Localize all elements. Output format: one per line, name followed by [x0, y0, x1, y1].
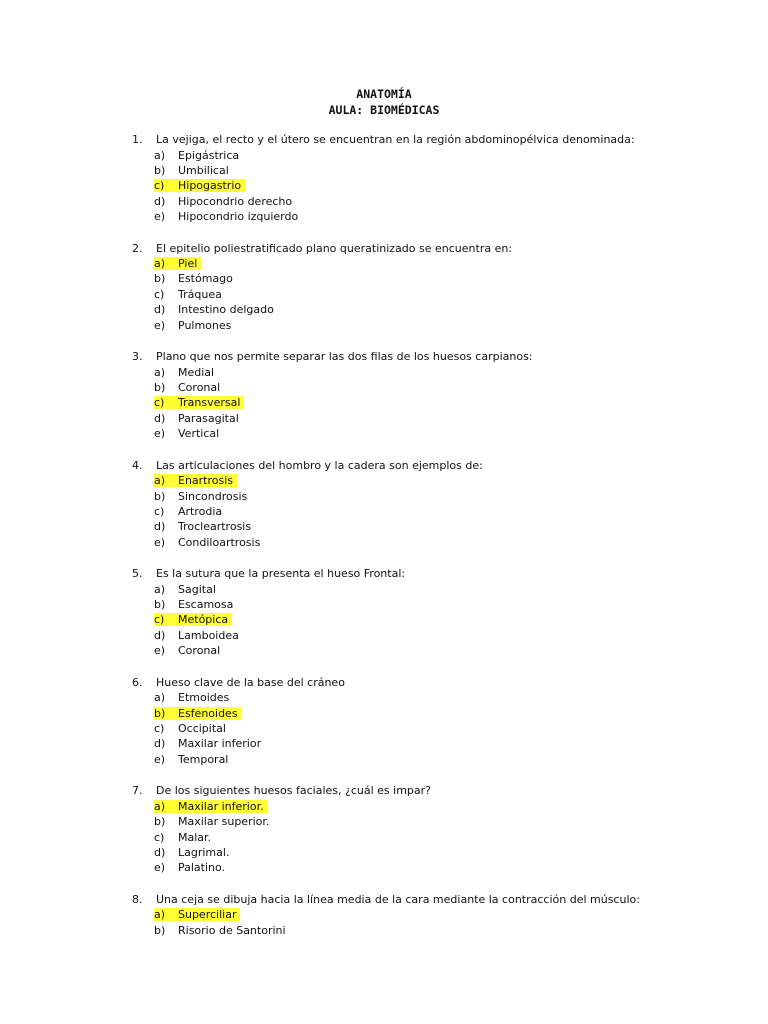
question-number: 1.: [132, 133, 143, 146]
answer-option: [132, 194, 732, 209]
answer-option: [132, 582, 732, 597]
option-letter: d): [154, 303, 166, 317]
answer-option: [132, 148, 732, 163]
question-text: De los siguientes huesos faciales, ¿cuál es impar?: [156, 784, 431, 798]
option-content: [154, 164, 229, 177]
highlighted-answer: [154, 396, 244, 409]
option-letter: d): [154, 628, 166, 642]
question-7: [132, 783, 732, 876]
option-content: [154, 288, 222, 301]
option-content: [154, 490, 247, 503]
option-letter: b): [154, 923, 166, 937]
option-letter: e): [154, 535, 166, 549]
option-letter: a): [154, 474, 166, 488]
option-letter: c): [154, 830, 165, 844]
option-text: Maxilar superior.: [178, 815, 270, 829]
option-letter: d): [154, 845, 166, 859]
question-line: [132, 132, 732, 148]
document-title: ANATOMÍA: [356, 87, 412, 101]
answer-option: [132, 535, 732, 550]
answer-option: [132, 178, 732, 193]
option-text: Maxilar inferior.: [178, 799, 264, 813]
option-text: Hipocondrio derecho: [178, 194, 293, 208]
answer-option: [132, 907, 732, 922]
option-content: [154, 924, 286, 937]
option-text: Condiloartrosis: [178, 535, 261, 549]
answer-option: [132, 318, 732, 333]
answer-option: [132, 365, 732, 380]
answer-option: [132, 380, 732, 395]
option-letter: a): [154, 691, 166, 705]
answer-option: [132, 287, 732, 302]
option-content: [154, 319, 231, 332]
option-text: Superciliar: [178, 908, 237, 922]
option-letter: c): [154, 504, 165, 518]
option-text: Enartrosis: [178, 474, 234, 488]
option-letter: b): [154, 272, 166, 286]
answer-option: [132, 690, 732, 705]
option-text: Artrodia: [178, 504, 223, 518]
option-content: [154, 753, 228, 766]
answer-option: [132, 845, 732, 860]
option-text: Temporal: [178, 752, 229, 766]
option-text: Medial: [178, 365, 215, 379]
option-letter: d): [154, 411, 166, 425]
option-text: Coronal: [178, 644, 221, 658]
option-letter: a): [154, 582, 166, 596]
option-content: [154, 195, 292, 208]
option-text: Hipogastrio: [178, 179, 242, 193]
option-letter: b): [154, 489, 166, 503]
answer-option: [132, 302, 732, 317]
answer-option: [132, 736, 732, 751]
answer-option: [132, 721, 732, 736]
question-text: La vejiga, el recto y el útero se encuentran en la región abdominopélvica denominada:: [156, 133, 635, 146]
option-text: Maxilar inferior: [178, 737, 262, 751]
highlighted-answer: [154, 800, 268, 813]
option-content: [154, 381, 220, 394]
option-letter: a): [154, 908, 166, 922]
question-line: [132, 566, 732, 582]
option-content: [154, 861, 225, 874]
answer-option: [132, 426, 732, 441]
question-2: [132, 241, 732, 334]
option-text: Pulmones: [178, 318, 232, 332]
option-text: Metópica: [178, 613, 229, 627]
option-letter: c): [154, 287, 165, 301]
answer-option: [132, 489, 732, 504]
question-number: 4.: [132, 458, 143, 472]
option-text: Intestino delgado: [178, 303, 274, 317]
option-text: Occipital: [178, 721, 226, 735]
answer-option: [132, 752, 732, 767]
question-8: [132, 892, 732, 938]
option-letter: e): [154, 427, 166, 441]
highlighted-answer: [154, 908, 240, 921]
option-letter: a): [154, 799, 166, 813]
answer-option: [132, 923, 732, 938]
option-text: Etmoides: [178, 691, 230, 705]
question-text: El epitelio poliestratificado plano queratinizado se encuentra en:: [156, 241, 513, 255]
option-letter: b): [154, 380, 166, 394]
option-letter: c): [154, 396, 165, 410]
answer-option: [132, 209, 732, 224]
option-letter: d): [154, 194, 166, 208]
option-letter: a): [154, 365, 166, 379]
question-line: [132, 675, 732, 691]
answer-option: [132, 628, 732, 643]
answer-option: [132, 271, 732, 286]
question-list: [132, 132, 732, 954]
option-letter: d): [154, 737, 166, 751]
answer-option: [132, 256, 732, 271]
option-content: [154, 366, 214, 379]
option-text: Tráquea: [178, 287, 222, 301]
question-5: [132, 566, 732, 659]
option-letter: a): [154, 148, 166, 162]
question-line: [132, 783, 732, 799]
option-content: [154, 412, 239, 425]
option-letter: c): [154, 721, 165, 735]
option-text: Parasagital: [178, 411, 239, 425]
answer-option: [132, 473, 732, 488]
option-letter: e): [154, 752, 166, 766]
option-text: Palatino.: [178, 861, 226, 875]
answer-option: [132, 411, 732, 426]
option-letter: c): [154, 613, 165, 627]
option-text: Trocleartrosis: [178, 520, 252, 534]
option-content: [154, 644, 220, 657]
question-line: [132, 458, 732, 474]
option-content: [154, 303, 274, 316]
question-number: 7.: [132, 784, 143, 798]
question-number: 3.: [132, 350, 143, 364]
question-number: 8.: [132, 892, 143, 906]
option-text: Risorio de Santorini: [178, 923, 286, 937]
answer-option: [132, 643, 732, 658]
option-content: [154, 691, 229, 704]
highlighted-answer: [154, 474, 237, 487]
option-text: Umbilical: [178, 163, 229, 177]
option-letter: b): [154, 163, 166, 177]
option-text: Epigástrica: [178, 148, 240, 162]
option-content: [154, 629, 239, 642]
option-content: [154, 536, 260, 549]
question-text: Hueso clave de la base del cráneo: [156, 675, 345, 689]
option-text: Vertical: [178, 427, 220, 441]
option-text: Esfenoides: [178, 706, 238, 720]
question-text: Es la sutura que la presenta el hueso Frontal:: [156, 567, 406, 581]
question-text: Plano que nos permite separar las dos filas de los huesos carpianos:: [156, 350, 533, 364]
answer-option: [132, 814, 732, 829]
option-letter: e): [154, 861, 166, 875]
option-letter: e): [154, 210, 166, 224]
question-number: 6.: [132, 675, 143, 689]
option-text: Escamosa: [178, 598, 234, 612]
question-number: 5.: [132, 567, 143, 581]
option-text: Transversal: [178, 396, 241, 410]
answer-option: [132, 799, 732, 814]
question-line: [132, 241, 732, 257]
highlighted-answer: [154, 257, 201, 270]
question-line: [132, 892, 732, 908]
answer-option: [132, 597, 732, 612]
highlighted-answer: [154, 179, 245, 192]
option-text: Malar.: [178, 830, 212, 844]
option-content: [154, 722, 226, 735]
option-text: Piel: [178, 257, 198, 271]
option-content: [154, 210, 298, 223]
option-letter: d): [154, 520, 166, 534]
document-header: [0, 86, 768, 118]
answer-option: [132, 519, 732, 534]
option-content: [154, 583, 216, 596]
document-subtitle: AULA: BIOMÉDICAS: [328, 103, 440, 117]
option-text: Estómago: [178, 272, 233, 286]
option-content: [154, 598, 233, 611]
option-content: [154, 815, 269, 828]
answer-option: [132, 860, 732, 875]
option-text: Lagrimal.: [178, 845, 230, 859]
answer-option: [132, 163, 732, 178]
option-text: Sagital: [178, 582, 216, 596]
option-content: [154, 846, 229, 859]
option-content: [154, 149, 239, 162]
answer-option: [132, 395, 732, 410]
option-content: [154, 427, 219, 440]
option-text: Lamboidea: [178, 628, 239, 642]
question-4: [132, 458, 732, 551]
highlighted-answer: [154, 707, 242, 720]
question-6: [132, 675, 732, 768]
question-line: [132, 349, 732, 365]
option-letter: e): [154, 318, 166, 332]
option-text: Sincondrosis: [178, 489, 248, 503]
option-text: Coronal: [178, 380, 221, 394]
option-letter: b): [154, 598, 166, 612]
option-letter: e): [154, 644, 166, 658]
answer-option: [132, 830, 732, 845]
option-content: [154, 831, 211, 844]
option-letter: b): [154, 706, 166, 720]
option-text: Hipocondrio izquierdo: [178, 210, 299, 224]
question-3: [132, 349, 732, 442]
answer-option: [132, 612, 732, 627]
option-letter: b): [154, 815, 166, 829]
question-1: [132, 132, 732, 225]
option-content: [154, 520, 251, 533]
option-content: [154, 272, 233, 285]
highlighted-answer: [154, 613, 232, 626]
answer-option: [132, 504, 732, 519]
option-letter: a): [154, 257, 166, 271]
answer-option: [132, 706, 732, 721]
option-content: [154, 505, 222, 518]
question-number: 2.: [132, 241, 143, 255]
question-text: Las articulaciones del hombro y la cadera son ejemplos de:: [156, 458, 483, 472]
option-letter: c): [154, 179, 165, 193]
question-text: Una ceja se dibuja hacia la línea media de la cara mediante la contracción del músculo:: [156, 892, 640, 906]
option-content: [154, 737, 261, 750]
